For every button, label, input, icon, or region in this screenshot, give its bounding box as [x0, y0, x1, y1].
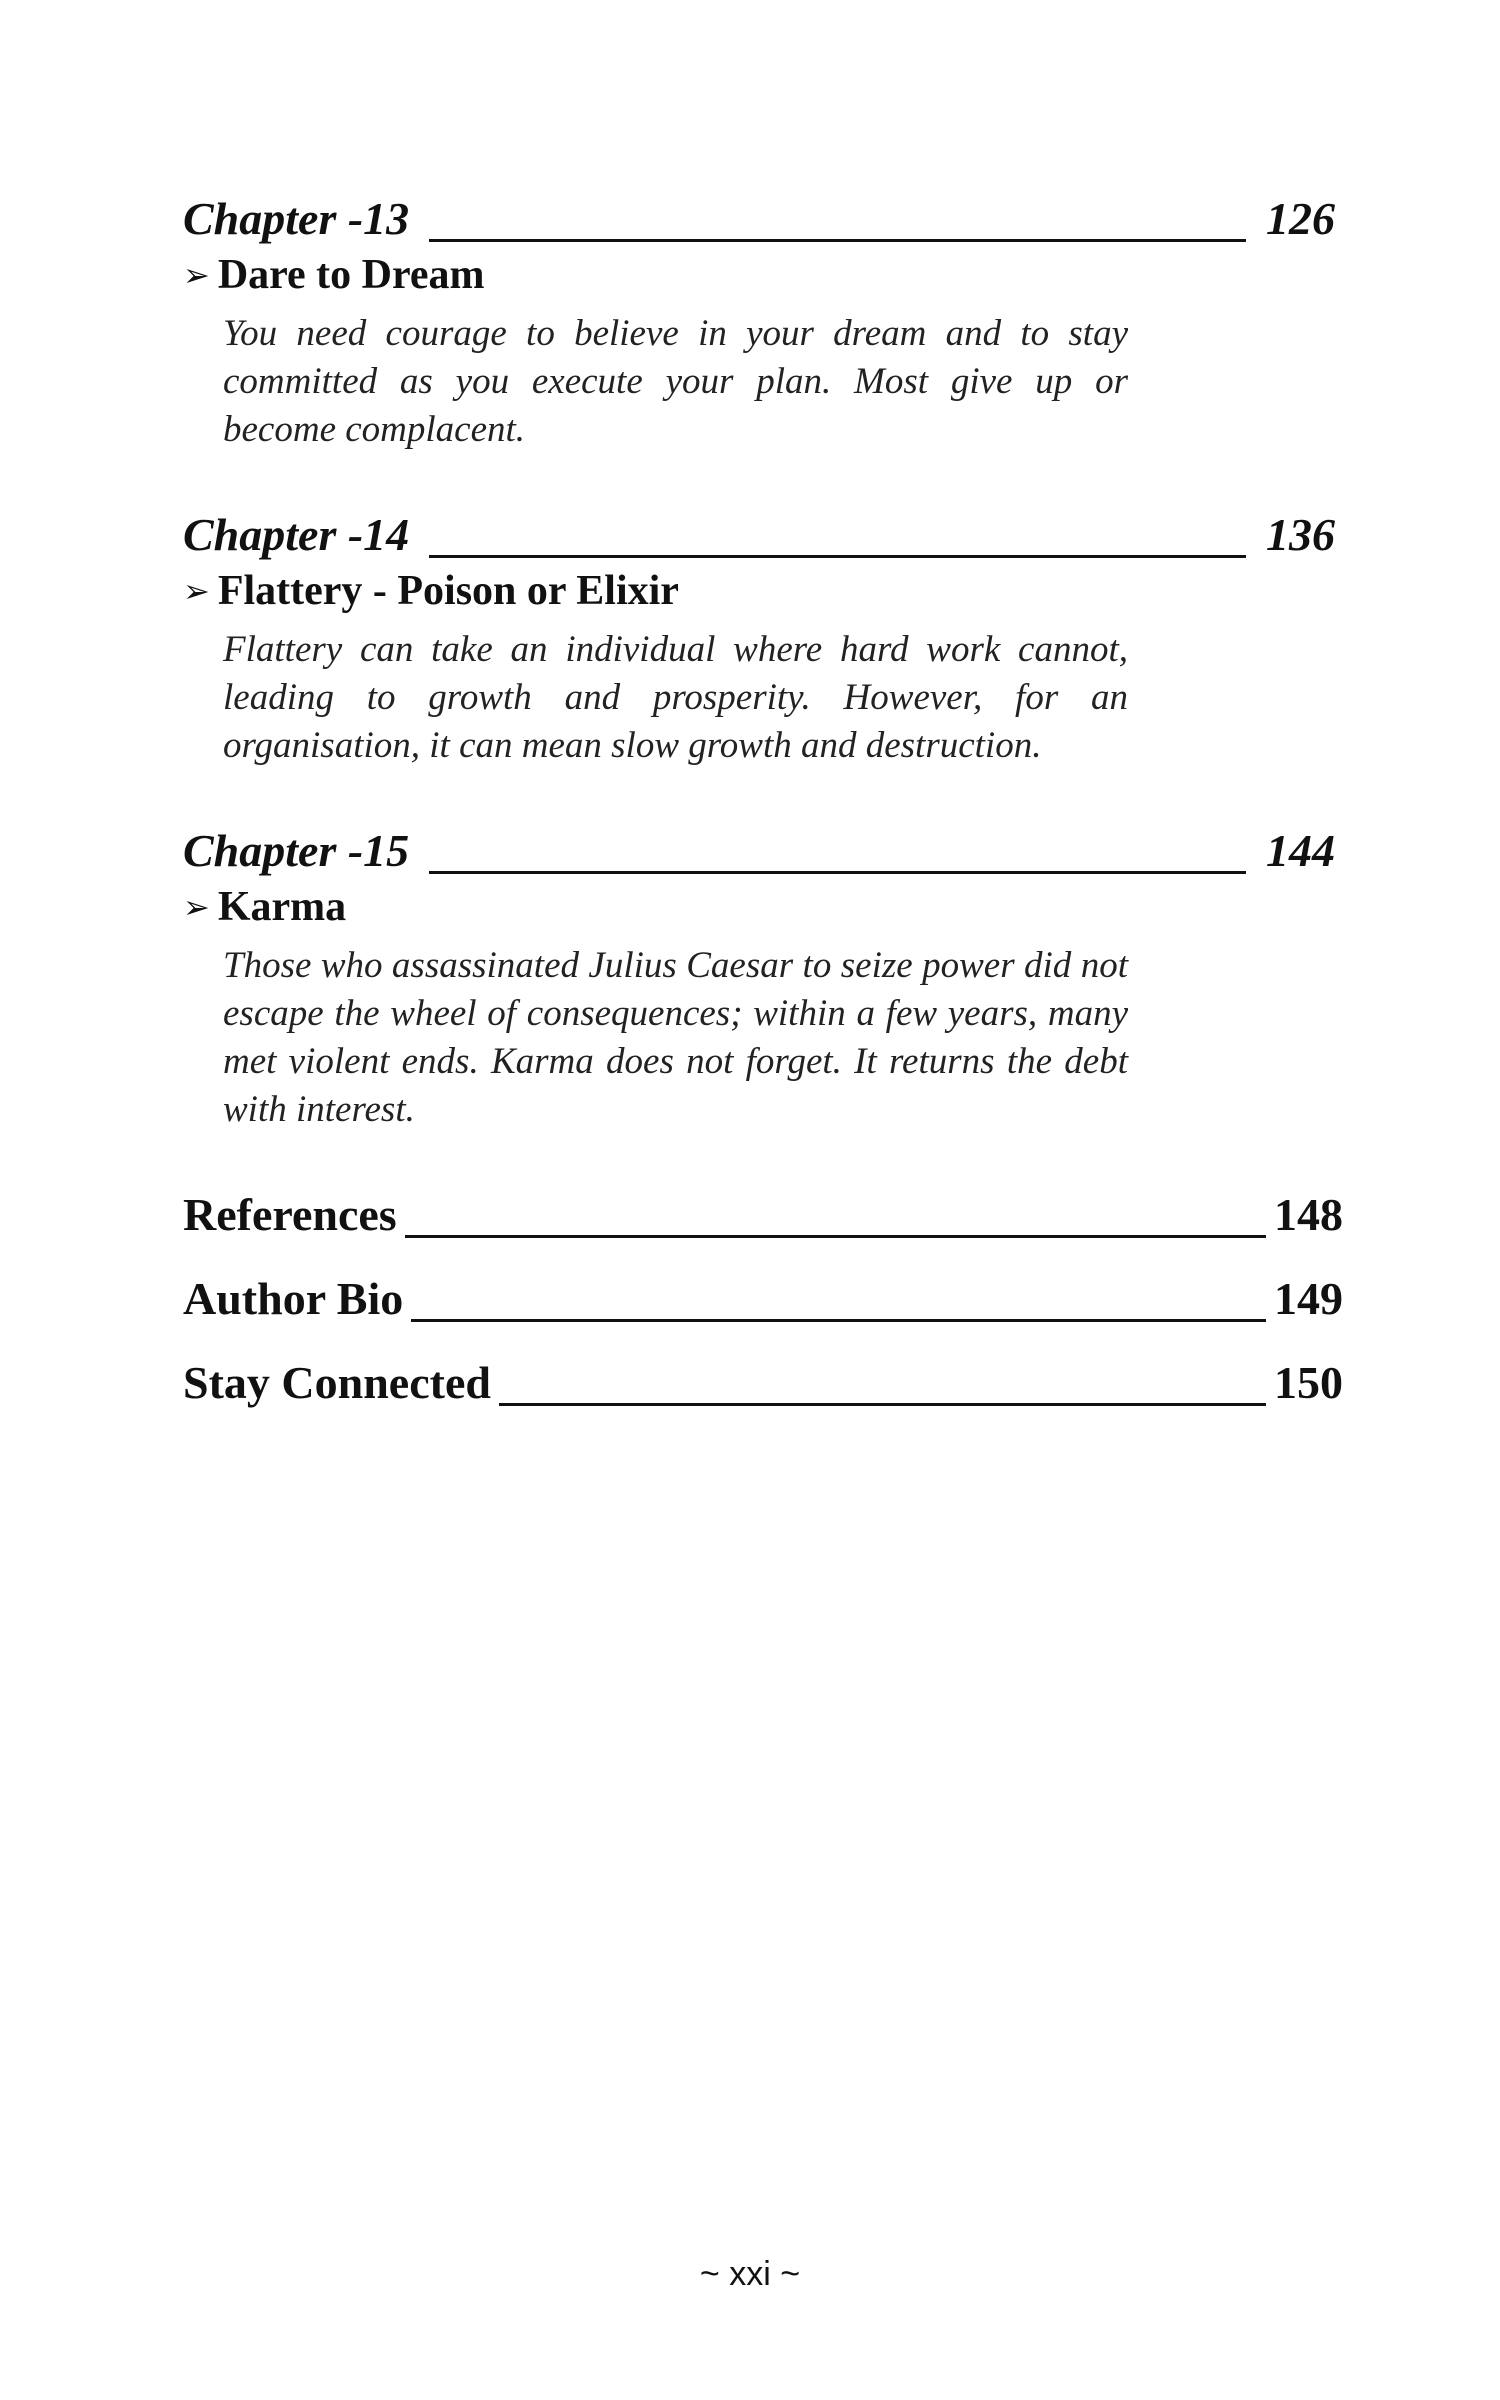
- arrowhead-bullet-icon: ➢: [183, 888, 210, 926]
- chapter-title: Flattery - Poison or Elixir: [217, 568, 679, 614]
- toc-chapter-15: [183, 822, 1343, 1134]
- page-number: 126: [1266, 193, 1335, 244]
- chapter-description: Those who assassinated Julius Caesar to seize power did not escape the wheel of consequences; within a few years, many met violent ends. Karma does not forget. It returns the debt with interest.: [223, 945, 1128, 1130]
- leader-line: [429, 239, 1246, 242]
- chapter-label: Chapter -13: [183, 193, 410, 244]
- chapter-title-row: [183, 564, 1343, 618]
- chapter-title-row: [183, 248, 1343, 302]
- chapter-description: You need courage to believe in your dream and to stay committed as you execute your plan. Most give up or become complacent.: [223, 313, 1128, 450]
- chapter-title-row: [183, 880, 1343, 934]
- toc-entry-author-bio[interactable]: [183, 1270, 1343, 1328]
- chapter-label: Chapter -15: [183, 825, 410, 876]
- page-number: 150: [1274, 1357, 1343, 1408]
- toc-chapter-14: [183, 506, 1343, 770]
- page-number: 148: [1274, 1189, 1343, 1240]
- toc-chapter-13: [183, 190, 1343, 454]
- page-number: 144: [1266, 825, 1335, 876]
- entry-label: Author Bio: [183, 1273, 404, 1324]
- entry-label: References: [183, 1189, 397, 1240]
- arrowhead-bullet-icon: ➢: [183, 256, 210, 294]
- chapter-title: Karma: [217, 884, 347, 930]
- chapter-label: Chapter -14: [183, 509, 410, 560]
- leader-line: [429, 871, 1246, 874]
- chapter-row[interactable]: [183, 190, 1335, 248]
- leader-line: [411, 1319, 1266, 1322]
- toc-entry-references[interactable]: [183, 1186, 1343, 1244]
- arrowhead-bullet-icon: ➢: [183, 572, 210, 610]
- page-folio: ~ xxi ~: [699, 2255, 801, 2293]
- entry-label: Stay Connected: [183, 1357, 491, 1408]
- leader-line: [499, 1403, 1266, 1406]
- leader-line: [429, 555, 1246, 558]
- chapter-description: Flattery can take an individual where hard work cannot, leading to growth and prosperity. However, for an organisation, it can mean slow growth and destruction.: [223, 629, 1128, 766]
- chapter-row[interactable]: [183, 506, 1335, 564]
- toc-entry-stay-connected[interactable]: [183, 1354, 1343, 1412]
- page-number: 136: [1266, 509, 1335, 560]
- leader-line: [405, 1235, 1266, 1238]
- page-number: 149: [1274, 1273, 1343, 1324]
- table-of-contents: [183, 190, 1343, 1438]
- chapter-row[interactable]: [183, 822, 1335, 880]
- chapter-title: Dare to Dream: [217, 252, 485, 298]
